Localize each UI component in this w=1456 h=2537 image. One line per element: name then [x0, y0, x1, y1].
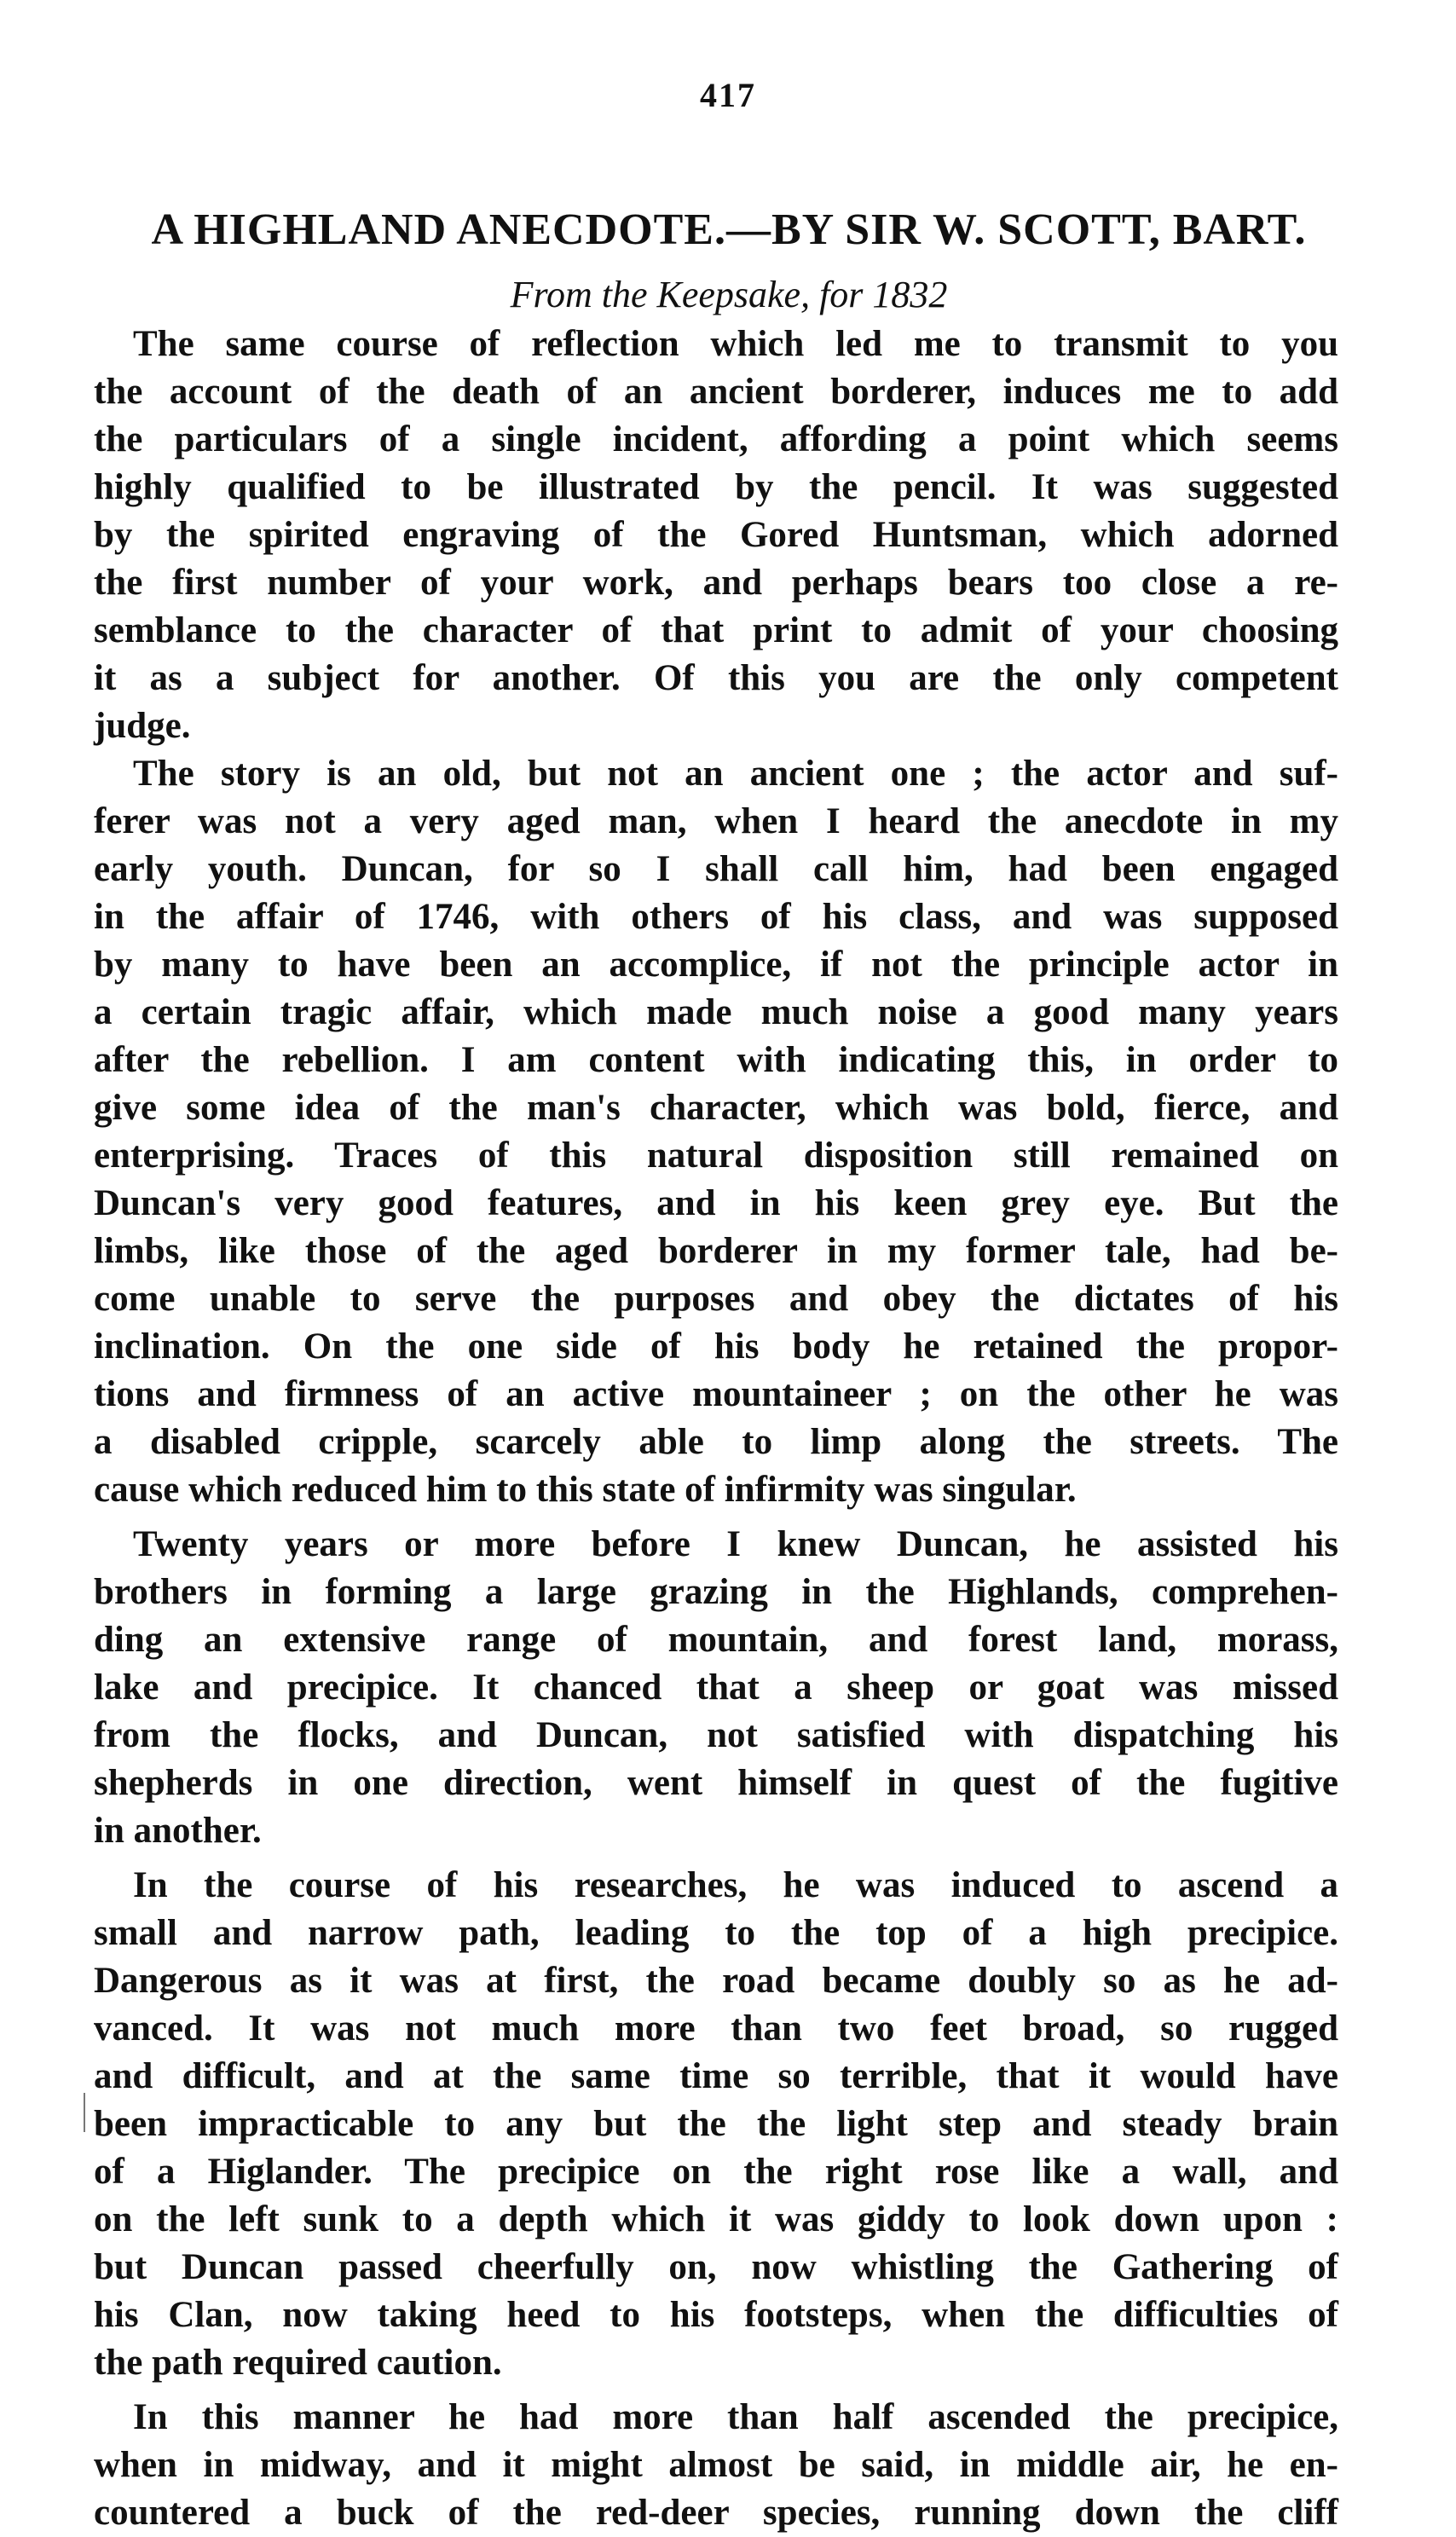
paragraph [94, 750, 1338, 1514]
text-line: when in midway, and it might almost be said, in middle air, he en- [94, 2445, 1338, 2485]
text-line: in another. [94, 1811, 262, 1851]
text-line: brothers in forming a large grazing in the Highlands, comprehen- [94, 1572, 1338, 1612]
text-line: early youth. Duncan, for so I shall call him, had been engaged [94, 849, 1338, 889]
page-number: 417 [700, 76, 756, 114]
text-line: In the course of his researches, he was induced to ascend a [133, 1865, 1338, 1905]
text-line: a certain tragic affair, which made much noise a good many years [94, 992, 1338, 1032]
text-line: but Duncan passed cheerfully on, now whistling the Gathering of [94, 2247, 1338, 2287]
text-line: The story is an old, but not an ancient one ; the actor and suf- [133, 754, 1338, 794]
text-line: enterprising. Traces of this natural disposition still remained on [94, 1136, 1338, 1176]
text-line: inclination. On the one side of his body he retained the propor- [94, 1326, 1338, 1367]
text-line: lake and precipice. It chanced that a sheep or goat was missed [94, 1667, 1338, 1708]
article-title: A HIGHLAND ANECDOTE.—BY SIR W. SCOTT, BART. [151, 205, 1307, 254]
text-line: from the flocks, and Duncan, not satisfied with dispatching his [94, 1715, 1338, 1755]
text-line: small and narrow path, leading to the top of a high precipice. [94, 1913, 1338, 1953]
text-line: after the rebellion. I am content with indicating this, in order to [94, 1040, 1338, 1080]
text-line: a disabled cripple, scarcely able to limp along the streets. The [94, 1422, 1338, 1462]
margin-mark [84, 2093, 85, 2132]
text-line: in the affair of 1746, with others of his class, and was supposed [94, 897, 1338, 937]
text-line: ding an extensive range of mountain, and forest land, morass, [94, 1620, 1338, 1660]
text-line: judge. [94, 706, 191, 746]
text-line: highly qualified to be illustrated by the pencil. It was suggested [94, 467, 1338, 507]
text-line: In this manner he had more than half ascended the precipice, [133, 2397, 1338, 2437]
paragraph [94, 2394, 1338, 2537]
text-line: and difficult, and at the same time so terrible, that it would have [94, 2056, 1338, 2096]
paragraph [94, 321, 1338, 750]
text-line: give some idea of the man's character, which was bold, fierce, and [94, 1088, 1338, 1128]
text-line: by the spirited engraving of the Gored Huntsman, which adorned [94, 515, 1338, 555]
text-line: it as a subject for another. Of this you are the only competent [94, 658, 1338, 698]
text-line: come unable to serve the purposes and obey the dictates of his [94, 1279, 1338, 1319]
text-line: tions and firmness of an active mountaineer ; on the other he was [94, 1374, 1338, 1414]
text-line: of a Higlander. The precipice on the right rose like a wall, and [94, 2152, 1338, 2192]
text-line: shepherds in one direction, went himself in quest of the fugitive [94, 1763, 1338, 1803]
text-line: limbs, like those of the aged borderer in my former tale, had be- [94, 1231, 1338, 1271]
paragraph [94, 1862, 1338, 2387]
paragraph [94, 1521, 1338, 1855]
text-line: ferer was not a very aged man, when I heard the anecdote in my [94, 801, 1338, 841]
text-line: countered a buck of the red-deer species, running down the cliff [94, 2493, 1338, 2533]
text-line: on the left sunk to a depth which it was giddy to look down upon : [94, 2199, 1338, 2239]
text-line: the path required caution. [94, 2343, 502, 2383]
text-line: Twenty years or more before I knew Duncan, he assisted his [133, 1524, 1338, 1564]
text-line: the account of the death of an ancient borderer, induces me to add [94, 372, 1338, 412]
text-line: The same course of reflection which led me to transmit to you [133, 324, 1338, 364]
text-line: been impracticable to any but the the light step and steady brain [94, 2104, 1338, 2144]
text-line: cause which reduced him to this state of infirmity was singular. [94, 1470, 1077, 1510]
article-body [94, 321, 1338, 2537]
text-line: vanced. It was not much more than two feet broad, so rugged [94, 2008, 1338, 2049]
article-source: From the Keepsake, for 1832 [510, 274, 948, 315]
text-line: Duncan's very good features, and in his keen grey eye. But the [94, 1183, 1338, 1223]
text-line: Dangerous as it was at first, the road became doubly so as he ad- [94, 1961, 1338, 2001]
text-line: the particulars of a single incident, affording a point which seems [94, 419, 1338, 459]
text-line: his Clan, now taking heed to his footsteps, when the difficulties of [94, 2295, 1338, 2335]
text-line: by many to have been an accomplice, if not the principle actor in [94, 945, 1338, 985]
text-line: semblance to the character of that print to admit of your choosing [94, 610, 1338, 650]
text-line: the first number of your work, and perhaps bears too close a re- [94, 563, 1338, 603]
